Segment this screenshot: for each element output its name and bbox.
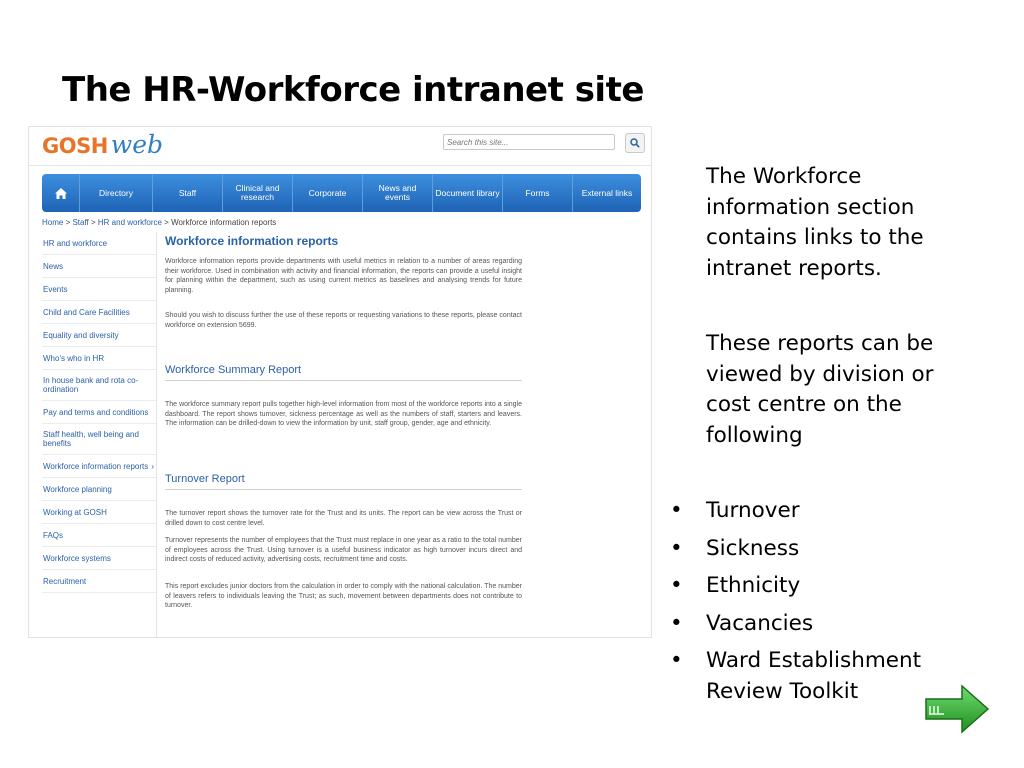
sidebar-item-faqs[interactable] xyxy=(42,524,156,547)
sidebar-item-child-care[interactable] xyxy=(42,301,156,324)
list-item xyxy=(670,571,970,602)
sidebar-item-staff-health[interactable] xyxy=(42,424,156,455)
site-logo[interactable] xyxy=(42,131,163,161)
list-item xyxy=(670,496,970,527)
sidebar-item-label: Recruitment xyxy=(43,576,87,586)
sidebar-item-label: HR and workforce xyxy=(43,238,108,248)
sidebar-item-pay-terms[interactable] xyxy=(42,401,156,424)
breadcrumb-hr[interactable]: HR and workforce xyxy=(97,218,162,227)
logo-script: web xyxy=(110,129,163,159)
nav-external-links[interactable]: External links xyxy=(581,187,633,198)
bullet-icon: • xyxy=(670,498,683,523)
sidebar-item-bank-rota[interactable] xyxy=(42,370,156,401)
summary-report-text: The workforce summary report pulls together high-level information from most of the workforce reports into a single dashboard. The report shows turnover, sickness percentage as well as the numbers of staff, starters and leavers. The information can be drilled-down to view the information by unit, staff group, gender, age and ethnicity. xyxy=(165,401,522,428)
nav-directory[interactable]: Directory xyxy=(80,174,153,212)
turnover-report-heading[interactable]: Turnover Report xyxy=(165,473,522,490)
sidebar-item-label: Child and Care Facilities xyxy=(43,307,130,317)
search-button[interactable] xyxy=(625,133,645,153)
list-item xyxy=(670,534,970,565)
sidebar-item-label: Equality and diversity xyxy=(43,330,119,340)
breadcrumb-home[interactable]: Home xyxy=(42,218,64,227)
sidebar-item-label: Who's who in HR xyxy=(43,353,105,363)
sidebar-item-label: Pay and terms and conditions xyxy=(43,407,149,417)
list-item-label: Ward Establishment Review Toolkit xyxy=(706,648,922,704)
sidebar-item-label: Workforce information reports xyxy=(43,461,149,471)
sidebar-item-whos-who[interactable] xyxy=(42,347,156,370)
turnover-text-3: This report excludes junior doctors from the calculation in order to comply with the national calculation. The number of leavers refers to individuals leaving the Trust; as such, movement between departments does not contribute to turnover. xyxy=(165,583,522,610)
intranet-screenshot xyxy=(28,126,652,638)
breadcrumb xyxy=(42,218,276,227)
nav-corporate[interactable]: Corporate xyxy=(293,174,363,212)
breadcrumb-separator: > xyxy=(88,218,98,227)
sidebar-item-label: Workforce planning xyxy=(43,484,112,494)
description-paragraph-1: The Workforce information section contains links to the intranet reports. xyxy=(706,164,924,281)
list-item xyxy=(670,609,970,640)
list-item-label: Vacancies xyxy=(706,610,814,636)
sidebar-item-label: In house bank and rota co-ordination xyxy=(43,376,139,394)
breadcrumb-separator: > xyxy=(161,218,172,227)
sidebar-item-equality[interactable] xyxy=(42,324,156,347)
sidebar-item-label: FAQs xyxy=(43,530,64,540)
sidebar-item-label: Staff health, well being and benefits xyxy=(43,430,139,448)
sidebar-item-events[interactable] xyxy=(42,278,156,301)
sidebar-item-workforce-planning[interactable] xyxy=(42,478,156,501)
nav-news-events[interactable]: News and events xyxy=(363,174,433,212)
sidebar-nav xyxy=(42,232,157,637)
nav-clinical-research[interactable]: Clinical and research xyxy=(223,174,293,212)
list-item-label: Sickness xyxy=(706,535,800,561)
nav-home[interactable] xyxy=(42,174,80,212)
site-header xyxy=(29,127,651,166)
sidebar-item-label: Working at GOSH xyxy=(43,507,107,517)
search-icon xyxy=(630,138,640,148)
bullet-icon: • xyxy=(670,648,683,673)
intro-paragraph: Workforce information reports provide departments with useful metrics in relation to a number of areas regarding their workforce. Used in combination with activity and financial information, the reports can provide a useful insight for planning within the department, such as using current metrics as baselines and analysing trends for future planning. xyxy=(165,258,522,294)
next-arrow-icon[interactable] xyxy=(924,684,990,734)
sidebar-item-label: Events xyxy=(43,284,68,294)
list-item-label: Ethnicity xyxy=(706,573,801,598)
slide-title: The HR-Workforce intranet site xyxy=(62,70,644,110)
nav-staff[interactable]: Staff xyxy=(153,174,223,212)
sidebar-item-label: News xyxy=(43,261,64,271)
nav-document-library[interactable]: Document library xyxy=(433,174,503,212)
page-heading: Workforce information reports xyxy=(165,234,339,248)
bullet-icon: • xyxy=(670,535,683,561)
home-icon xyxy=(54,187,68,200)
bullet-icon: • xyxy=(670,573,683,598)
nav-forms[interactable]: Forms xyxy=(503,174,573,212)
chevron-right-icon: › xyxy=(151,461,154,471)
search-input[interactable]: Search this site... xyxy=(443,134,615,150)
description-paragraph-2: These reports can be viewed by division or cost centre on the following xyxy=(706,331,934,448)
logo-text: GOSH xyxy=(42,134,108,158)
sidebar-item-working-at-gosh[interactable] xyxy=(42,501,156,524)
contact-paragraph: Should you wish to discuss further the use of these reports or requesting variations to these reports, please contact workforce on extension 5699. xyxy=(165,312,522,329)
main-navigation xyxy=(42,174,641,212)
breadcrumb-separator: > xyxy=(63,218,73,227)
sidebar-item-workforce-reports[interactable] xyxy=(42,455,156,478)
bullet-icon: • xyxy=(670,610,683,636)
report-list xyxy=(670,496,970,714)
breadcrumb-current: Workforce information reports xyxy=(171,218,277,227)
sidebar-item-news[interactable] xyxy=(42,255,156,278)
sidebar-item-hr-workforce[interactable] xyxy=(42,232,156,255)
list-item-label: Turnover xyxy=(706,498,800,523)
turnover-text-1: The turnover report shows the turnover rate for the Trust and its units. The report can be view across the Trust or drilled down to cost centre level. xyxy=(165,510,522,527)
sidebar-item-workforce-systems[interactable] xyxy=(42,547,156,570)
summary-report-heading[interactable]: Workforce Summary Report xyxy=(165,364,522,381)
breadcrumb-staff[interactable]: Staff xyxy=(72,218,89,227)
turnover-text-2: Turnover represents the number of employees that the Trust must replace in one year as a ratio to the total number of employees across the Trust. Using turnover is a useful business indicator as high turnover incurs direct and indirect costs of reduced activity, advertising costs, recruitment time and costs. xyxy=(165,537,522,564)
sidebar-item-recruitment[interactable] xyxy=(42,570,156,593)
sidebar-item-label: Workforce systems xyxy=(43,553,111,563)
